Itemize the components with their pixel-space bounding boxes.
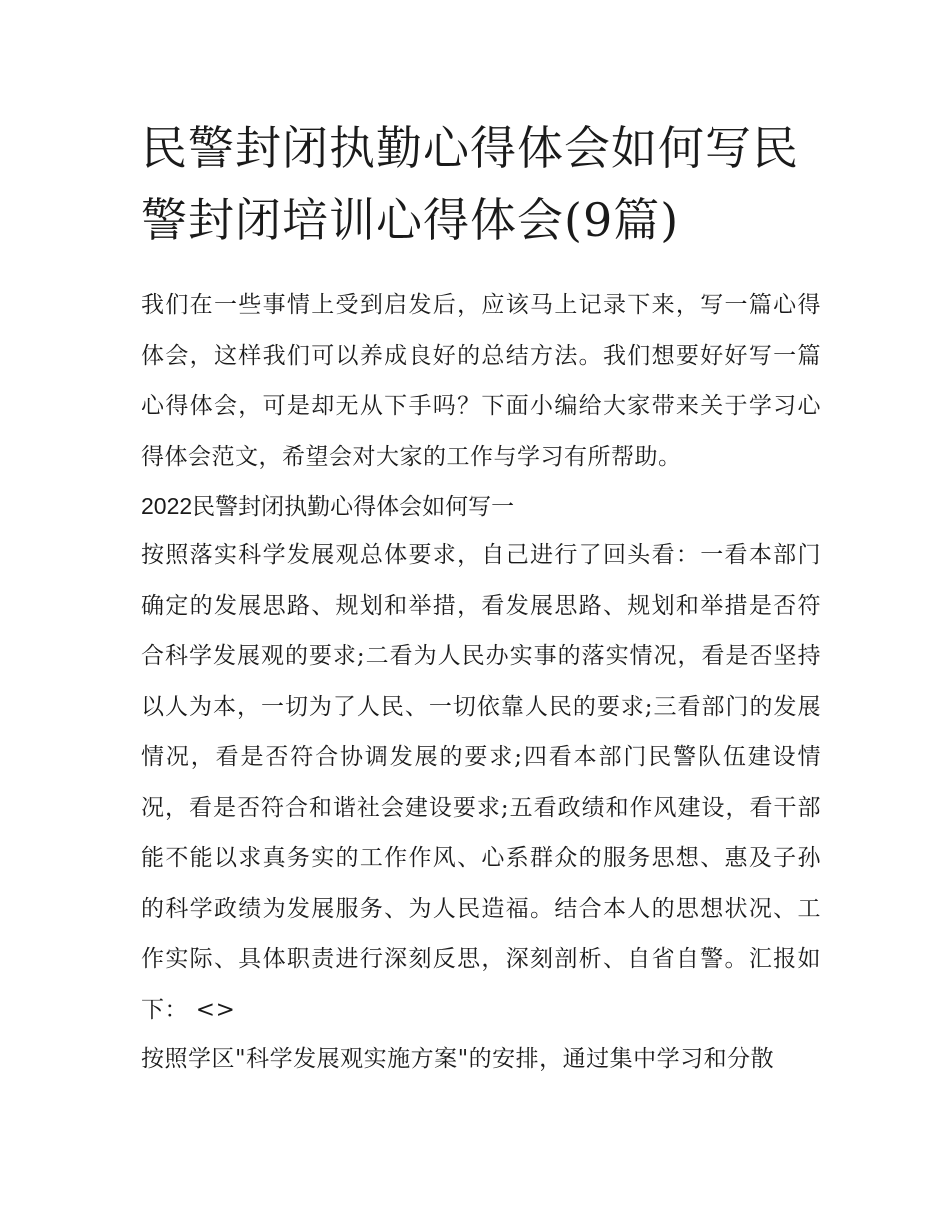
section-heading: 2022民警封闭执勤心得体会如何写一 xyxy=(141,493,515,519)
body-paragraph-2: 按照学区"科学发展观实施方案"的安排，通过集中学习和分散 xyxy=(141,1046,775,1072)
intro-paragraph: 我们在一些事情上受到启发后，应该马上记录下来，写一篇心得体会，这样我们可以养成良好的总结方法。我们想要好好写一篇心得体会，可是却无从下手吗？下面小编给大家带来关于学习心得体会范文，希望会对大家的工作与学习有所帮助。 xyxy=(141,292,821,470)
document-title: 民警封闭执勤心得体会如何写民警封闭培训心得体会(9篇) xyxy=(141,121,799,247)
body-paragraph-1: 按照落实科学发展观总体要求，自己进行了回头看：一看本部门确定的发展思路、规划和举措，看发展思路、规划和举措是否符合科学发展观的要求;二看为人民办实事的落实情况，看是否坚持以人为本，一切为了人民、一切依靠人民的要求;三看部门的发展情况，看是否符合协调发展的要求;四看本部门民警队伍建设情况，看是否符合和谐社会建设要求;五看政绩和作风建设，看干部能不能以求真务实的工作作风、心系群众的服务思想、惠及子孙的科学政绩为发展服务、为人民造福。结合本人的思想状况、工作实际、具体职责进行深刻反思，深刻剖析、自省自警。汇报如下： <> xyxy=(141,542,821,1023)
